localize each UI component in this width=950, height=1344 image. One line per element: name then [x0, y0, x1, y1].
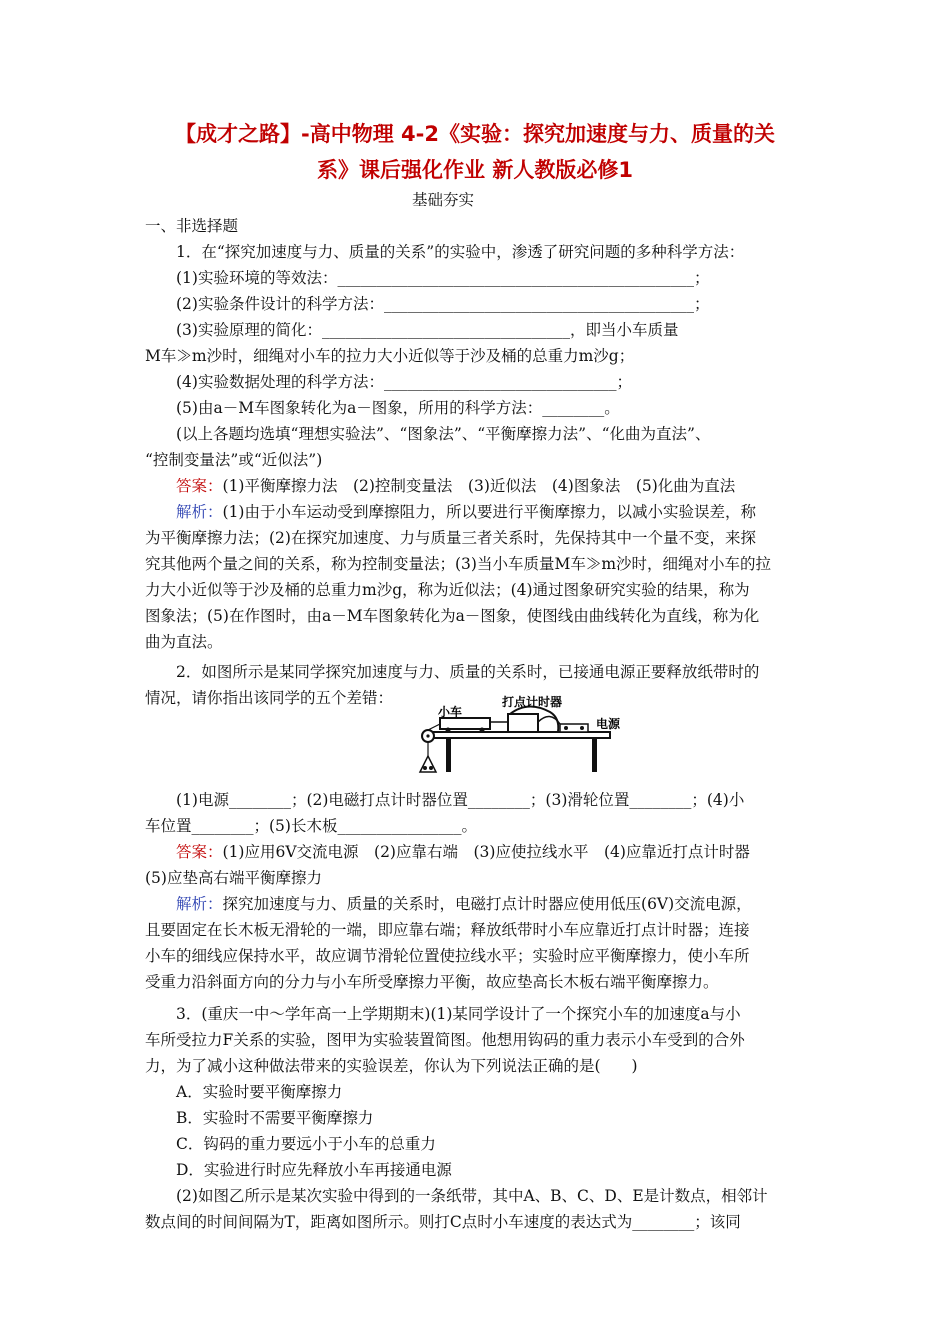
- q3-option-d: D．实验进行时应先释放小车再接通电源: [176, 1161, 452, 1179]
- table-leg-left: [446, 738, 451, 772]
- q1-part3b: M车≫m沙时，细绳对小车的拉力大小近似等于沙及桶的总重力m沙g；: [145, 347, 635, 365]
- q3-stem1: 3．(重庆一中～学年高一上学期期末)(1)某同学设计了一个探究小车的加速度a与小: [176, 1005, 741, 1023]
- q2-answer2: (5)应垫高右端平衡摩擦力: [145, 869, 322, 887]
- analysis-label: 解析：: [176, 895, 223, 913]
- q1-analysis2: 为平衡摩擦力法；(2)在探究加速度、力与质量三者关系时，先保持其中一个量不变，来探: [145, 529, 756, 547]
- q1-part1: (1)实验环境的等效法：______________________________________________；: [176, 269, 710, 287]
- cart-icon: [440, 718, 490, 729]
- q3-part2b: 数点间的时间间隔为T，距离如图所示。则打C点时小车速度的表达式为________；该同: [145, 1213, 741, 1231]
- q3-stem2: 车所受拉力F关系的实验，图甲为实验装置简图。他想用钩码的重力表示小车受到的合外: [145, 1031, 745, 1049]
- answer-text: (1)应用6V交流电源 (2)应靠右端 (3)应使拉线水平 (4)应靠近打点计时器: [222, 843, 750, 861]
- power-label: 电源: [596, 717, 621, 731]
- q1-analysis5: 图象法；(5)在作图时，由a－M车图象转化为a－图象，使图线由曲线转化为直线，称为化: [145, 607, 760, 625]
- q1-part2: (2)实验条件设计的科学方法：________________________________________；: [176, 295, 710, 313]
- analysis-text: (1)由于小车运动受到摩擦阻力，所以要进行平衡摩擦力，以减小实验误差，称: [222, 503, 756, 521]
- q2-analysis2: 且要固定在长木板无滑轮的一端，即应靠右端；释放纸带时小车应靠近打点计时器；连接: [145, 921, 750, 939]
- q3-part2a: (2)如图乙所示是某次实验中得到的一条纸带，其中A、B、C、D、E是计数点，相邻计: [176, 1187, 768, 1205]
- weight-bucket-icon: [420, 756, 436, 772]
- table-leg-right: [592, 738, 597, 772]
- q1-analysis6: 曲为直法。: [145, 633, 223, 651]
- analysis-text: 探究加速度与力、质量的关系时，电磁打点计时器应使用低压(6V)交流电源，: [222, 895, 752, 913]
- q2-stem1: 2．如图所示是某同学探究加速度与力、质量的关系时，已接通电源正要释放纸带时的: [176, 663, 760, 681]
- q2-blanks1: (1)电源________；(2)电磁打点计时器位置________；(3)滑轮位置________；(4)小: [176, 791, 745, 809]
- answer-label: 答案：: [176, 843, 223, 861]
- cart-label: 小车: [438, 705, 463, 719]
- doc-title-line1: 【成才之路】-高中物理 4-2《实验：探究加速度与力、质量的关: [175, 122, 775, 146]
- q3-option-c: C．钩码的重力要远小于小车的总重力: [176, 1135, 436, 1153]
- q1-analysis4: 力大小近似等于沙及桶的总重力m沙g，称为近似法；(4)通过图象研究实验的结果，称为: [145, 581, 750, 599]
- q2-analysis4: 受重力沿斜面方向的分力与小车所受摩擦力平衡，故应垫高长木板右端平衡摩擦力。: [145, 973, 719, 991]
- doc-title-line2: 系》课后强化作业 新人教版必修1: [317, 158, 633, 182]
- q1-part5: (5)由a－M车图象转化为a－图象，所用的科学方法：________。: [176, 399, 620, 417]
- q1-analysis1: [176, 502, 756, 522]
- q3-option-a: A．实验时要平衡摩擦力: [176, 1083, 343, 1101]
- analysis-label: 解析：: [176, 503, 223, 521]
- timer-label: 打点计时器: [502, 695, 563, 709]
- q2-blanks2: 车位置________；(5)长木板________________。: [145, 817, 477, 835]
- section-heading: 一、非选择题: [145, 217, 239, 235]
- q1-stem: 1．在“探究加速度与力、质量的关系”的实验中，渗透了研究问题的多种科学方法：: [176, 243, 745, 261]
- q2-analysis1: [176, 894, 752, 914]
- q3-stem3: 力，为了减小这种做法带来的实验误差，你认为下列说法正确的是( ): [145, 1057, 638, 1075]
- q2-stem2: 情况，请你指出该同学的五个差错：: [145, 689, 394, 707]
- apparatus-figure: [410, 692, 630, 774]
- answer-text: (1)平衡摩擦力法 (2)控制变量法 (3)近似法 (4)图象法 (5)化曲为直法: [222, 477, 736, 495]
- q1-part4: (4)实验数据处理的科学方法：______________________________；: [176, 373, 632, 391]
- q1-answer: [176, 476, 735, 496]
- timer-icon: [508, 714, 538, 732]
- answer-label: 答案：: [176, 477, 223, 495]
- q1-note1: (以上各题均选填“理想实验法”、“图象法”、“平衡摩擦力法”、“化曲为直法”、: [176, 425, 711, 443]
- q2-answer1: [176, 842, 750, 862]
- q2-analysis3: 小车的细线应保持水平，故应调节滑轮位置使拉线水平；实验时应平衡摩擦力，使小车所: [145, 947, 750, 965]
- q1-analysis3: 究其他两个量之间的关系，称为控制变量法；(3)当小车质量M车≫m沙时，细绳对小车的拉: [145, 555, 772, 573]
- q1-part3a: (3)实验原理的简化：________________________________，即当小车质量: [176, 321, 679, 339]
- section-subtitle: 基础夯实: [412, 191, 475, 209]
- q3-option-b: B．实验时不需要平衡摩擦力: [176, 1109, 374, 1127]
- q1-note2: “控制变量法”或“近似法”): [145, 451, 323, 469]
